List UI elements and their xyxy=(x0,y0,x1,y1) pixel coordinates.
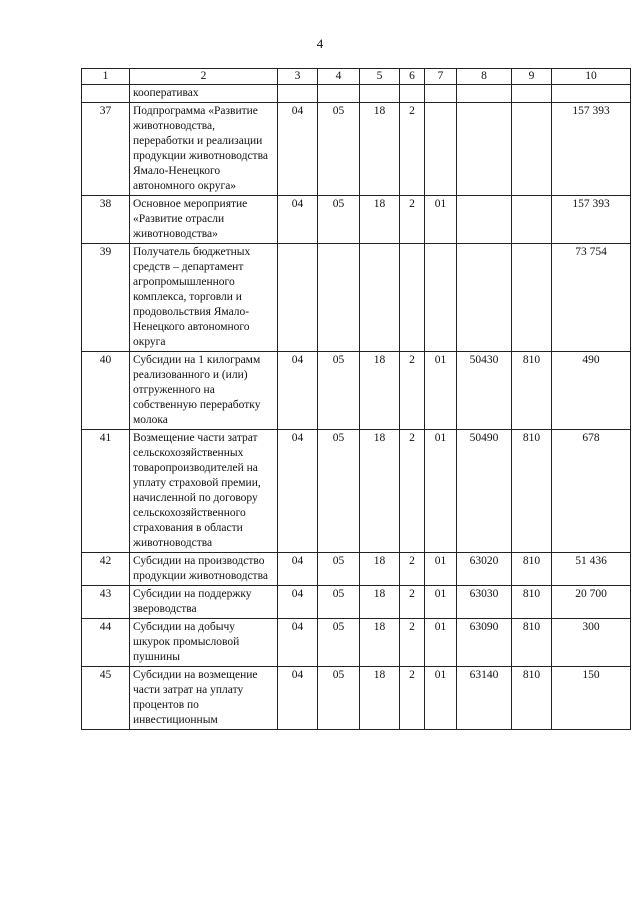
code-cell: 05 xyxy=(318,619,360,667)
column-header: 5 xyxy=(360,69,400,85)
table-row xyxy=(82,553,631,586)
code-cell xyxy=(457,85,512,103)
column-header: 4 xyxy=(318,69,360,85)
row-number-cell: 45 xyxy=(82,667,130,730)
code-cell xyxy=(512,85,552,103)
amount-cell: 300 xyxy=(552,619,631,667)
table-header-row xyxy=(82,69,631,85)
column-header: 2 xyxy=(130,69,278,85)
code-cell: 2 xyxy=(400,586,425,619)
code-cell: 01 xyxy=(425,619,457,667)
code-cell xyxy=(278,85,318,103)
code-cell: 04 xyxy=(278,586,318,619)
row-name-cell: Возмещение части затрат сельскохозяйственных товаропроизводителей на уплату страховой премии, начисленной по договору сельскохозяйственного страхования в области животноводства xyxy=(130,430,278,553)
table-row xyxy=(82,352,631,430)
row-name-cell: Субсидии на поддержку звероводства xyxy=(130,586,278,619)
row-number-cell: 41 xyxy=(82,430,130,553)
row-name-cell: Субсидии на 1 килограмм реализованного и (или) отгруженного на собственную переработку молока xyxy=(130,352,278,430)
code-cell: 04 xyxy=(278,619,318,667)
code-cell: 63090 xyxy=(457,619,512,667)
code-cell xyxy=(318,244,360,352)
code-cell: 18 xyxy=(360,667,400,730)
code-cell: 04 xyxy=(278,667,318,730)
code-cell xyxy=(425,244,457,352)
row-name-cell: Подпрограмма «Развитие животноводства, переработки и реализации продукции животноводства Ямало-Ненецкого автономного округа» xyxy=(130,103,278,196)
row-number-cell: 37 xyxy=(82,103,130,196)
code-cell: 810 xyxy=(512,352,552,430)
code-cell xyxy=(318,85,360,103)
code-cell: 04 xyxy=(278,553,318,586)
code-cell xyxy=(425,85,457,103)
code-cell: 05 xyxy=(318,553,360,586)
code-cell: 810 xyxy=(512,586,552,619)
code-cell: 50430 xyxy=(457,352,512,430)
amount-cell: 490 xyxy=(552,352,631,430)
amount-cell: 20 700 xyxy=(552,586,631,619)
code-cell: 18 xyxy=(360,553,400,586)
code-cell: 810 xyxy=(512,619,552,667)
column-header: 9 xyxy=(512,69,552,85)
code-cell: 18 xyxy=(360,196,400,244)
table-row xyxy=(82,430,631,553)
row-name-cell: Получатель бюджетных средств – департамент агропромышленного комплекса, торговли и продовольствия Ямало-Ненецкого автономного округа xyxy=(130,244,278,352)
amount-cell: 150 xyxy=(552,667,631,730)
row-number-cell: 43 xyxy=(82,586,130,619)
code-cell xyxy=(512,244,552,352)
code-cell xyxy=(360,244,400,352)
table-row xyxy=(82,196,631,244)
code-cell: 63140 xyxy=(457,667,512,730)
code-cell: 05 xyxy=(318,667,360,730)
code-cell: 2 xyxy=(400,619,425,667)
code-cell: 01 xyxy=(425,430,457,553)
code-cell: 04 xyxy=(278,430,318,553)
code-cell: 2 xyxy=(400,103,425,196)
amount-cell: 678 xyxy=(552,430,631,553)
column-header: 7 xyxy=(425,69,457,85)
budget-table xyxy=(81,68,631,730)
code-cell xyxy=(512,103,552,196)
code-cell: 810 xyxy=(512,553,552,586)
code-cell: 05 xyxy=(318,196,360,244)
code-cell xyxy=(360,85,400,103)
amount-cell: 73 754 xyxy=(552,244,631,352)
code-cell: 05 xyxy=(318,352,360,430)
code-cell: 2 xyxy=(400,352,425,430)
code-cell: 01 xyxy=(425,667,457,730)
code-cell: 04 xyxy=(278,103,318,196)
code-cell: 2 xyxy=(400,196,425,244)
code-cell: 05 xyxy=(318,586,360,619)
column-header: 3 xyxy=(278,69,318,85)
code-cell: 04 xyxy=(278,352,318,430)
code-cell xyxy=(400,244,425,352)
column-header: 8 xyxy=(457,69,512,85)
code-cell: 01 xyxy=(425,352,457,430)
code-cell: 18 xyxy=(360,352,400,430)
table-row xyxy=(82,619,631,667)
row-number-cell xyxy=(82,85,130,103)
table-row xyxy=(82,244,631,352)
column-header: 6 xyxy=(400,69,425,85)
code-cell: 18 xyxy=(360,103,400,196)
row-number-cell: 38 xyxy=(82,196,130,244)
row-name-cell: Субсидии на возмещение части затрат на уплату процентов по инвестиционным xyxy=(130,667,278,730)
table-row xyxy=(82,85,631,103)
amount-cell: 157 393 xyxy=(552,103,631,196)
amount-cell xyxy=(552,85,631,103)
code-cell xyxy=(457,196,512,244)
code-cell xyxy=(457,244,512,352)
code-cell: 2 xyxy=(400,553,425,586)
code-cell: 01 xyxy=(425,553,457,586)
code-cell xyxy=(425,103,457,196)
code-cell: 63030 xyxy=(457,586,512,619)
amount-cell: 157 393 xyxy=(552,196,631,244)
row-number-cell: 42 xyxy=(82,553,130,586)
code-cell xyxy=(457,103,512,196)
row-number-cell: 44 xyxy=(82,619,130,667)
row-name-cell: Субсидии на производство продукции животноводства xyxy=(130,553,278,586)
code-cell: 2 xyxy=(400,667,425,730)
code-cell: 18 xyxy=(360,430,400,553)
code-cell: 810 xyxy=(512,667,552,730)
code-cell: 01 xyxy=(425,196,457,244)
row-number-cell: 40 xyxy=(82,352,130,430)
code-cell: 810 xyxy=(512,430,552,553)
row-name-cell: Субсидии на добычу шкурок промысловой пушнины xyxy=(130,619,278,667)
table-row xyxy=(82,586,631,619)
column-header: 10 xyxy=(552,69,631,85)
page-number: 4 xyxy=(316,36,324,51)
row-name-cell: Основное мероприятие «Развитие отрасли животноводства» xyxy=(130,196,278,244)
code-cell xyxy=(400,85,425,103)
code-cell: 63020 xyxy=(457,553,512,586)
code-cell: 18 xyxy=(360,619,400,667)
column-header: 1 xyxy=(82,69,130,85)
amount-cell: 51 436 xyxy=(552,553,631,586)
code-cell: 18 xyxy=(360,586,400,619)
code-cell xyxy=(512,196,552,244)
code-cell: 04 xyxy=(278,196,318,244)
table-row xyxy=(82,667,631,730)
code-cell: 2 xyxy=(400,430,425,553)
code-cell xyxy=(278,244,318,352)
code-cell: 01 xyxy=(425,586,457,619)
code-cell: 05 xyxy=(318,430,360,553)
row-number-cell: 39 xyxy=(82,244,130,352)
table-row xyxy=(82,103,631,196)
code-cell: 05 xyxy=(318,103,360,196)
row-name-cell: кооперативах xyxy=(130,85,278,103)
code-cell: 50490 xyxy=(457,430,512,553)
